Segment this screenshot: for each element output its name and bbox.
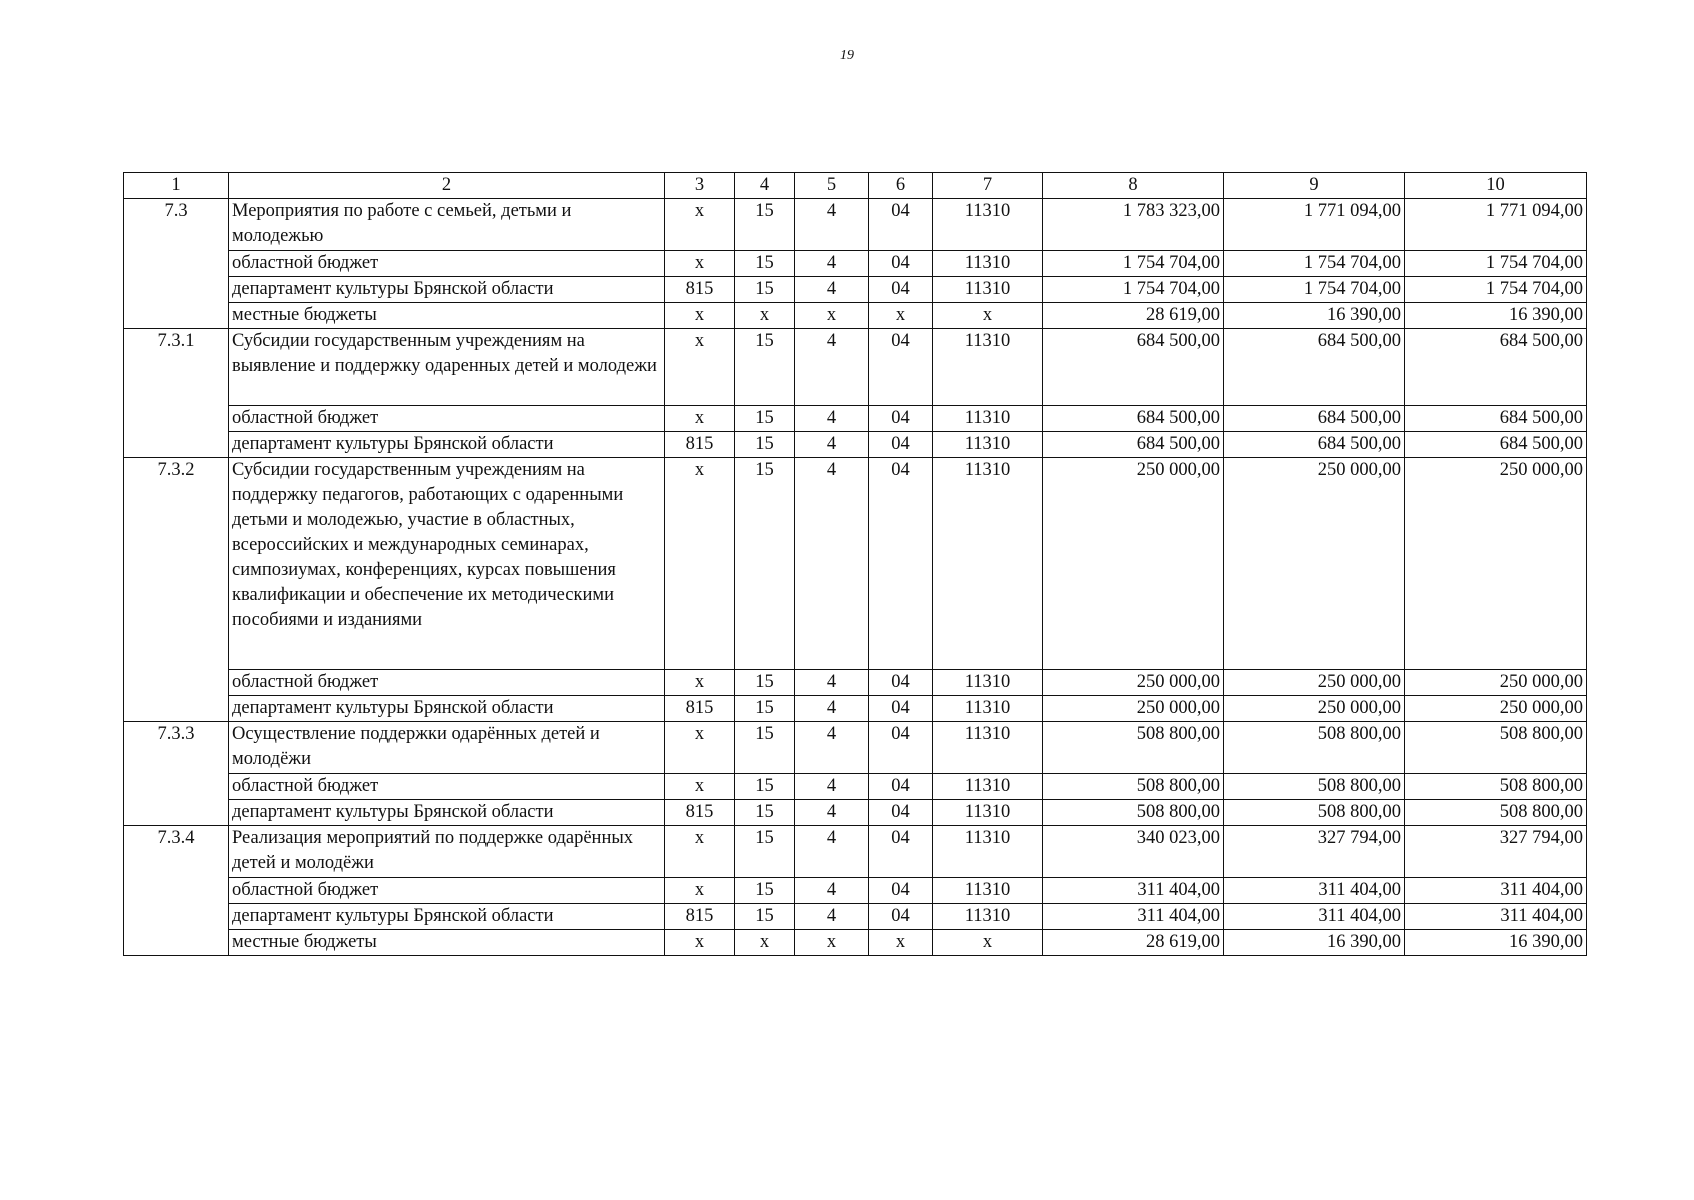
cell-9: 1 771 094,00 — [1224, 199, 1405, 251]
table-row — [124, 199, 1587, 251]
cell-4: х — [735, 930, 795, 956]
item-name: областной бюджет — [229, 251, 665, 277]
table-body — [124, 199, 1587, 956]
cell-3: х — [665, 722, 735, 774]
cell-5: 4 — [795, 329, 869, 406]
table-row — [124, 878, 1587, 904]
header-cell: 9 — [1224, 173, 1405, 199]
cell-6: 04 — [869, 774, 933, 800]
table-header — [124, 173, 1587, 199]
header-cell: 7 — [933, 173, 1043, 199]
item-number: 7.3 — [124, 199, 229, 329]
budget-table — [123, 172, 1587, 956]
table-row — [124, 696, 1587, 722]
cell-9: 16 390,00 — [1224, 303, 1405, 329]
cell-7: 11310 — [933, 329, 1043, 406]
cell-8: 28 619,00 — [1043, 930, 1224, 956]
cell-5: 4 — [795, 826, 869, 878]
cell-9: 684 500,00 — [1224, 329, 1405, 406]
table-row — [124, 303, 1587, 329]
item-number: 7.3.4 — [124, 826, 229, 956]
cell-7: 11310 — [933, 904, 1043, 930]
cell-7: 11310 — [933, 251, 1043, 277]
cell-3: х — [665, 329, 735, 406]
cell-9: 508 800,00 — [1224, 722, 1405, 774]
cell-7: х — [933, 303, 1043, 329]
cell-6: 04 — [869, 722, 933, 774]
cell-7: х — [933, 930, 1043, 956]
cell-4: 15 — [735, 696, 795, 722]
cell-4: 15 — [735, 251, 795, 277]
cell-8: 684 500,00 — [1043, 329, 1224, 406]
cell-10: 508 800,00 — [1405, 800, 1587, 826]
header-cell: 5 — [795, 173, 869, 199]
cell-5: 4 — [795, 251, 869, 277]
cell-8: 250 000,00 — [1043, 458, 1224, 670]
cell-3: 815 — [665, 696, 735, 722]
cell-7: 11310 — [933, 670, 1043, 696]
cell-3: х — [665, 199, 735, 251]
header-cell: 8 — [1043, 173, 1224, 199]
cell-5: 4 — [795, 458, 869, 670]
cell-3: х — [665, 406, 735, 432]
cell-6: 04 — [869, 826, 933, 878]
table-row — [124, 251, 1587, 277]
cell-8: 684 500,00 — [1043, 406, 1224, 432]
cell-9: 250 000,00 — [1224, 696, 1405, 722]
cell-7: 11310 — [933, 696, 1043, 722]
cell-10: 311 404,00 — [1405, 904, 1587, 930]
cell-7: 11310 — [933, 458, 1043, 670]
cell-10: 250 000,00 — [1405, 458, 1587, 670]
cell-10: 250 000,00 — [1405, 670, 1587, 696]
cell-9: 1 754 704,00 — [1224, 277, 1405, 303]
item-name: департамент культуры Брянской области — [229, 696, 665, 722]
cell-6: 04 — [869, 199, 933, 251]
cell-3: х — [665, 930, 735, 956]
table-row — [124, 458, 1587, 670]
cell-6: 04 — [869, 696, 933, 722]
cell-7: 11310 — [933, 432, 1043, 458]
cell-5: 4 — [795, 800, 869, 826]
cell-5: 4 — [795, 878, 869, 904]
cell-8: 1 754 704,00 — [1043, 277, 1224, 303]
cell-7: 11310 — [933, 199, 1043, 251]
cell-4: 15 — [735, 670, 795, 696]
cell-9: 250 000,00 — [1224, 670, 1405, 696]
header-cell: 4 — [735, 173, 795, 199]
cell-4: 15 — [735, 826, 795, 878]
table-row — [124, 904, 1587, 930]
item-name: областной бюджет — [229, 406, 665, 432]
cell-7: 11310 — [933, 406, 1043, 432]
cell-5: 4 — [795, 670, 869, 696]
cell-3: х — [665, 774, 735, 800]
table-row — [124, 432, 1587, 458]
cell-3: х — [665, 458, 735, 670]
cell-7: 11310 — [933, 800, 1043, 826]
item-name: Мероприятия по работе с семьей, детьми и молодежью — [229, 199, 665, 251]
cell-10: 250 000,00 — [1405, 696, 1587, 722]
cell-4: 15 — [735, 904, 795, 930]
cell-6: 04 — [869, 251, 933, 277]
cell-9: 311 404,00 — [1224, 904, 1405, 930]
item-name: департамент культуры Брянской области — [229, 904, 665, 930]
page-number: 19 — [840, 48, 854, 63]
header-cell: 3 — [665, 173, 735, 199]
cell-8: 28 619,00 — [1043, 303, 1224, 329]
cell-6: 04 — [869, 406, 933, 432]
cell-10: 508 800,00 — [1405, 722, 1587, 774]
cell-8: 311 404,00 — [1043, 878, 1224, 904]
cell-4: 15 — [735, 199, 795, 251]
cell-10: 1 771 094,00 — [1405, 199, 1587, 251]
table-row — [124, 670, 1587, 696]
cell-3: х — [665, 878, 735, 904]
cell-5: 4 — [795, 774, 869, 800]
cell-5: х — [795, 303, 869, 329]
item-name: Субсидии государственным учреждениям на выявление и поддержку одаренных детей и молодежи — [229, 329, 665, 406]
cell-3: х — [665, 303, 735, 329]
item-name: Осуществление поддержки одарённых детей и молодёжи — [229, 722, 665, 774]
cell-6: 04 — [869, 800, 933, 826]
cell-10: 311 404,00 — [1405, 878, 1587, 904]
cell-5: 4 — [795, 277, 869, 303]
table-row — [124, 930, 1587, 956]
item-name: областной бюджет — [229, 774, 665, 800]
cell-3: 815 — [665, 904, 735, 930]
table-row — [124, 774, 1587, 800]
cell-4: 15 — [735, 722, 795, 774]
cell-7: 11310 — [933, 277, 1043, 303]
cell-5: х — [795, 930, 869, 956]
cell-3: 815 — [665, 800, 735, 826]
cell-4: 15 — [735, 406, 795, 432]
table-row — [124, 800, 1587, 826]
cell-8: 684 500,00 — [1043, 432, 1224, 458]
item-name: Субсидии государственным учреждениям на поддержку педагогов, работающих с одаренными детьми и молодежью, участие в областных, всероссийских и международных семинарах, симпозиумах, конференциях, курсах повышения квалификации и обеспечение их методическими пособиями и изданиями — [229, 458, 665, 670]
cell-10: 1 754 704,00 — [1405, 277, 1587, 303]
cell-3: х — [665, 251, 735, 277]
item-number: 7.3.2 — [124, 458, 229, 722]
cell-7: 11310 — [933, 774, 1043, 800]
item-name: департамент культуры Брянской области — [229, 800, 665, 826]
cell-4: 15 — [735, 277, 795, 303]
item-name: областной бюджет — [229, 670, 665, 696]
header-cell: 1 — [124, 173, 229, 199]
cell-9: 684 500,00 — [1224, 406, 1405, 432]
cell-10: 1 754 704,00 — [1405, 251, 1587, 277]
item-number: 7.3.3 — [124, 722, 229, 826]
cell-8: 340 023,00 — [1043, 826, 1224, 878]
cell-3: 815 — [665, 432, 735, 458]
cell-9: 508 800,00 — [1224, 800, 1405, 826]
cell-9: 684 500,00 — [1224, 432, 1405, 458]
cell-3: х — [665, 670, 735, 696]
cell-6: 04 — [869, 432, 933, 458]
cell-4: х — [735, 303, 795, 329]
cell-9: 508 800,00 — [1224, 774, 1405, 800]
cell-9: 250 000,00 — [1224, 458, 1405, 670]
cell-9: 16 390,00 — [1224, 930, 1405, 956]
item-name: местные бюджеты — [229, 303, 665, 329]
header-cell: 2 — [229, 173, 665, 199]
item-name: областной бюджет — [229, 878, 665, 904]
table-row — [124, 722, 1587, 774]
cell-9: 311 404,00 — [1224, 878, 1405, 904]
cell-9: 327 794,00 — [1224, 826, 1405, 878]
cell-10: 684 500,00 — [1405, 406, 1587, 432]
cell-6: х — [869, 930, 933, 956]
cell-3: х — [665, 826, 735, 878]
cell-9: 1 754 704,00 — [1224, 251, 1405, 277]
cell-5: 4 — [795, 432, 869, 458]
cell-10: 684 500,00 — [1405, 432, 1587, 458]
cell-6: 04 — [869, 878, 933, 904]
header-cell: 10 — [1405, 173, 1587, 199]
cell-6: х — [869, 303, 933, 329]
cell-4: 15 — [735, 878, 795, 904]
header-cell: 6 — [869, 173, 933, 199]
cell-6: 04 — [869, 670, 933, 696]
cell-7: 11310 — [933, 826, 1043, 878]
cell-6: 04 — [869, 904, 933, 930]
cell-5: 4 — [795, 904, 869, 930]
cell-5: 4 — [795, 722, 869, 774]
cell-6: 04 — [869, 277, 933, 303]
cell-8: 1 783 323,00 — [1043, 199, 1224, 251]
cell-5: 4 — [795, 199, 869, 251]
cell-4: 15 — [735, 329, 795, 406]
cell-8: 1 754 704,00 — [1043, 251, 1224, 277]
cell-6: 04 — [869, 329, 933, 406]
cell-8: 311 404,00 — [1043, 904, 1224, 930]
cell-10: 16 390,00 — [1405, 930, 1587, 956]
cell-7: 11310 — [933, 722, 1043, 774]
cell-7: 11310 — [933, 878, 1043, 904]
table-row — [124, 406, 1587, 432]
item-name: местные бюджеты — [229, 930, 665, 956]
cell-8: 508 800,00 — [1043, 774, 1224, 800]
cell-10: 508 800,00 — [1405, 774, 1587, 800]
cell-8: 508 800,00 — [1043, 722, 1224, 774]
table-row — [124, 329, 1587, 406]
item-number: 7.3.1 — [124, 329, 229, 458]
cell-6: 04 — [869, 458, 933, 670]
item-name: департамент культуры Брянской области — [229, 432, 665, 458]
item-name: Реализация мероприятий по поддержке одарённых детей и молодёжи — [229, 826, 665, 878]
cell-3: 815 — [665, 277, 735, 303]
cell-10: 16 390,00 — [1405, 303, 1587, 329]
cell-4: 15 — [735, 800, 795, 826]
cell-4: 15 — [735, 458, 795, 670]
cell-10: 684 500,00 — [1405, 329, 1587, 406]
table-row — [124, 277, 1587, 303]
cell-5: 4 — [795, 406, 869, 432]
table-row — [124, 826, 1587, 878]
cell-8: 508 800,00 — [1043, 800, 1224, 826]
cell-10: 327 794,00 — [1405, 826, 1587, 878]
cell-4: 15 — [735, 774, 795, 800]
cell-5: 4 — [795, 696, 869, 722]
cell-4: 15 — [735, 432, 795, 458]
cell-8: 250 000,00 — [1043, 696, 1224, 722]
cell-8: 250 000,00 — [1043, 670, 1224, 696]
item-name: департамент культуры Брянской области — [229, 277, 665, 303]
